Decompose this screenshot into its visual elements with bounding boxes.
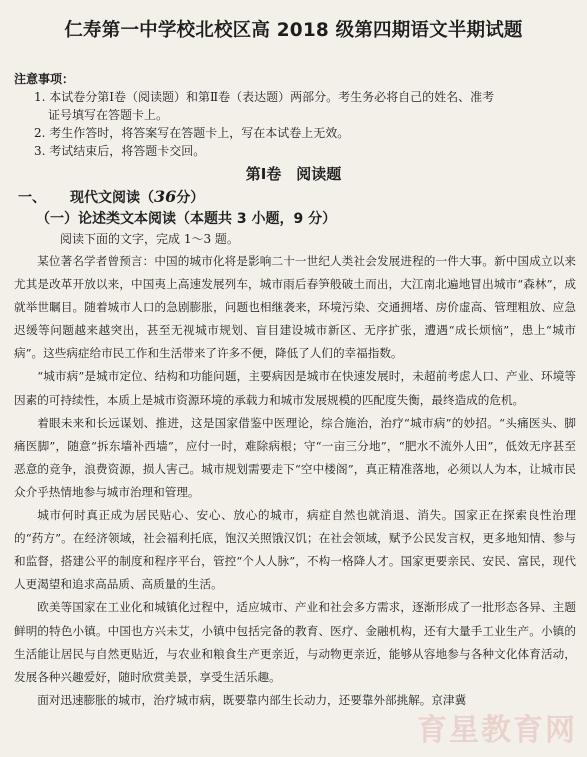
section-label: 现代文阅读（ bbox=[70, 190, 154, 206]
reading-instruction: 阅读下面的文字，完成 1～3 题。 bbox=[60, 232, 239, 246]
notice-item-3: 3. 考试结束后，将答题卡交回。 bbox=[34, 144, 206, 158]
subsection-heading: （一）论述类文本阅读（本题共 3 小题，9 分） bbox=[36, 211, 337, 227]
section-number: 一、 bbox=[18, 190, 46, 206]
notice-item-1-cont: 证号填写在答题卡上。 bbox=[48, 108, 169, 122]
reading-passage bbox=[14, 250, 576, 712]
notice-item-1: 1. 本试卷分第Ⅰ卷（阅读题）和第Ⅱ卷（表达题）两部分。考生务必将自己的姓名、准考 bbox=[34, 90, 495, 104]
notice-item-2: 2. 考生作答时，将答案写在答题卡上，写在本试卷上无效。 bbox=[34, 126, 350, 140]
exam-title: 仁寿第一中学校北校区高 2018 级第四期语文半期试题 bbox=[64, 20, 523, 41]
watermark-logo: 育星教育网 bbox=[417, 713, 577, 748]
part-title: 第Ⅰ卷 阅读题 bbox=[245, 165, 342, 183]
passage-paragraph: 面对迅速膨胀的城市，治疗城市病，既要靠内部生长动力，还要靠外部挑解。京津冀 bbox=[37, 692, 467, 707]
passage-paragraph: 欧美等国家在工业化和城镇化过程中，适应城市、产业和社会多方需求，逐渐形成了一批形态各异、主题鲜明的特色小镇。中国也方兴未艾，小镇中包括完备的教育、医疗、金融机构，还有大量手工业生产。小镇的生活能让居民与自然更贴近，与农业和粮食生产更亲近，与动物更亲近，能够从容地参与各种文化体育活动，发展各种兴趣爱好，随时欣赏美景，享受生活乐趣。 bbox=[14, 600, 576, 684]
passage-paragraph: 城市何时真正成为居民贴心、安心、放心的城市，病症自然也就消退、消失。国家正在探索良性治理的“药方”。在经济领域，社会福利托底，饱汉关照饿汉饥；在社会领域，赋予公民发言权，更多地知情、参与和监督，搭建公平的制度和程序平台，管控“个人人脉”，不构一格降人才。国家更要亲民、安民、富民，现代人更渴望和追求高品质、高质量的生活。 bbox=[14, 508, 576, 592]
section-heading-1 bbox=[18, 187, 204, 207]
passage-paragraph: 某位著名学者曾预言：中国的城市化将是影响二十一世纪人类社会发展进程的一件大事。新中国成立以来尤其是改革开放以来，中国夷上高速发展列车，城市雨后春笋般破土而出，大江南北遍地冒出城市“森林”，成就举世瞩目。随着城市人口的急剧膨胀，问题也相继袭来，环境污染、交通拥堵、房价虚高、管理粗放、应急迟缓等问题越来越突出，甚至无视城市规划、盲目建设城市新区、无序扩张，遭遇“成长烦恼”，患上“城市病”。这些病症给市民工作和生活带来了许多不便，降低了人们的幸福指数。 bbox=[14, 254, 576, 361]
passage-paragraph: “城市病”是城市定位、结构和功能问题，主要病因是城市在快速发展时，未超前考虑人口、产业、环境等因素的可持续性，本质上是城市资源环境的承载力和城市发展规模的匹配度失衡，最终造成的危机。 bbox=[14, 369, 576, 407]
passage-paragraph: 着眼未来和长远谋划、推进，这是国家借鉴中医理论，综合施治，治疗“城市病”的妙招。“头痛医头、脚痛医脚”，随意“拆东墙补西墙”，应付一时，难除病根；守“一亩三分地”，“肥水不流外人田”，低效无序甚至恶意的竞争，浪费资源，损人害己。城市规划需要走下“空中楼阁”，真正精准落地，必须以人为本，让城市民众介乎热情地参与城市治理和管理。 bbox=[14, 415, 576, 499]
notice-heading: 注意事项： bbox=[14, 72, 75, 86]
section-suffix: 分） bbox=[176, 190, 205, 206]
handwritten-score: 36 bbox=[154, 187, 177, 206]
